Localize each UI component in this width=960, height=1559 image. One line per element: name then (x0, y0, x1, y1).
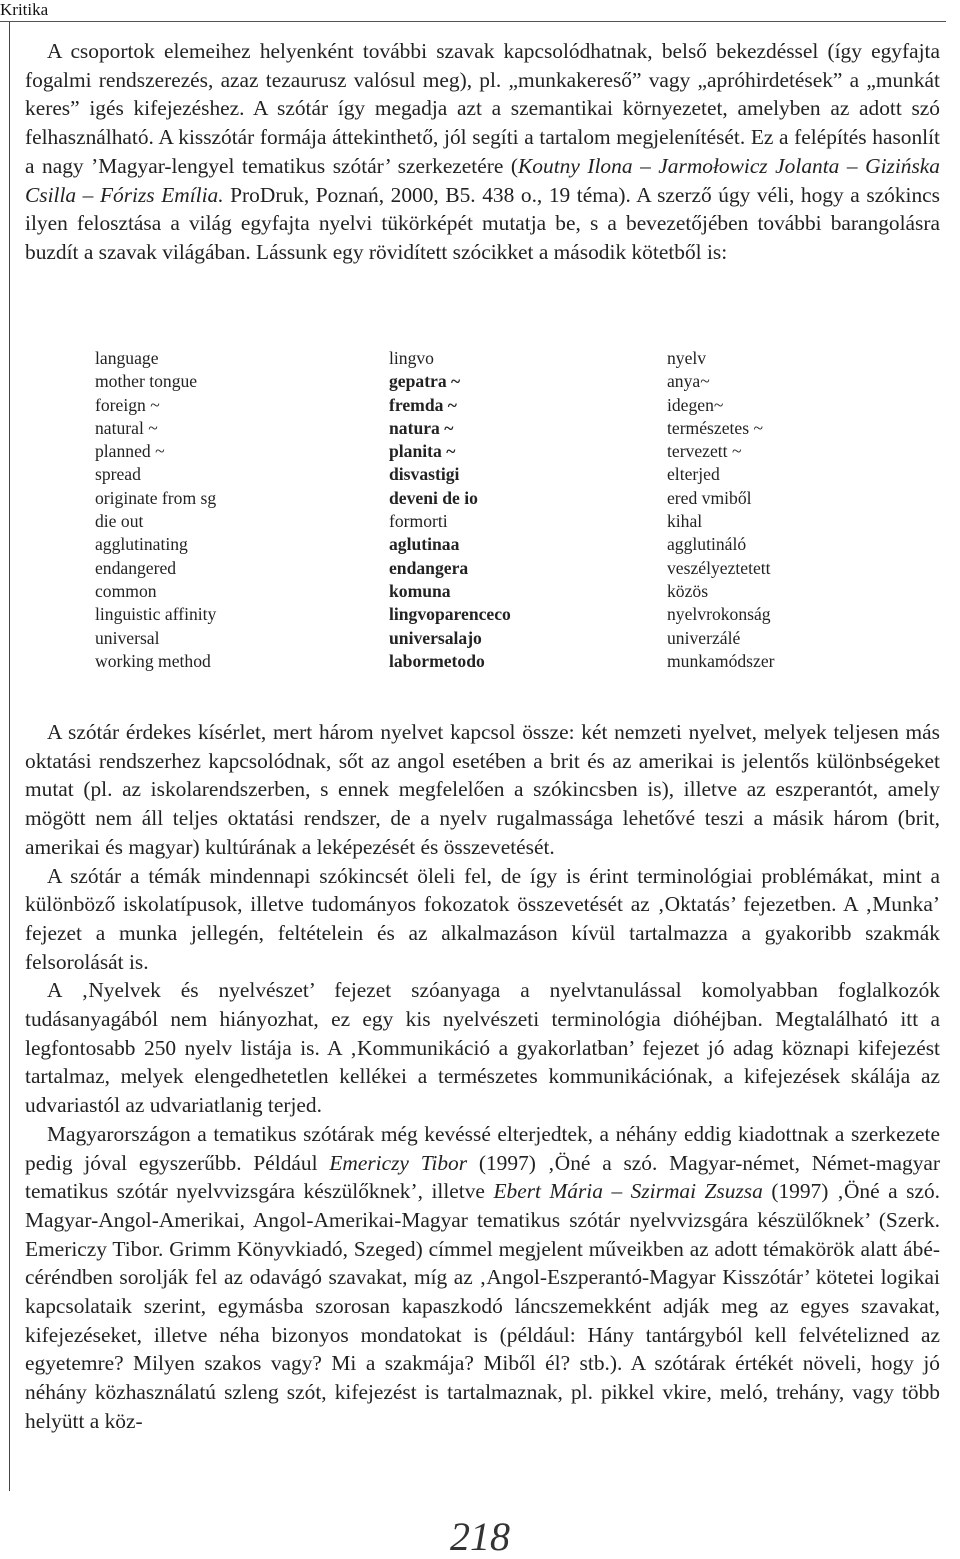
paragraph-3: A szótár a témák mindennapi szókincsét öleli fel, de így is érint terminológiai problémákat, mint a különböző iskolatípusok, illetve tudományos fokozatok összevetését az ‚Oktatás’ fejezetben. A ‚Munka’ fejezet a munka jellegén, feltételein és az alkalmazáson kívül tartalmazza a gyakoribb szakmák felsorolását is. (25, 863, 940, 974)
intro-text-tail: ProDruk, Poznań, 2000, B5. 438 o., 19 téma). A szerző úgy véli, hogy a szókincs ilyen felosztása a világ egyfajta nyelvi tükörképét mutatja be, s a bevezetőjében további barangolásra buzdít a szavak világában. Lássunk egy rövidített szócikket a második kötetből is: (25, 182, 940, 264)
hungarian-term: kihal (667, 511, 703, 532)
hungarian-term: veszélyeztetett (667, 557, 771, 578)
esperanto-term: universalajo (389, 627, 482, 648)
vocabulary-row (95, 394, 867, 417)
vocabulary-row (95, 603, 867, 626)
english-term: die out (95, 511, 144, 532)
intro-authors: Koutny Ilona – Jarmołowicz Jolanta – Gizińska Csilla – Fórizs Emília. (25, 153, 940, 207)
hungarian-term: anya~ (667, 371, 710, 392)
paragraph-5-author-2: Ebert Mária – Szirmai Zsuzsa (493, 1179, 763, 1204)
hungarian-term: ered vmiből (667, 487, 752, 508)
english-term: linguistic affinity (95, 604, 217, 625)
esperanto-term: deveni de io (389, 487, 478, 508)
esperanto-term: fremda ~ (389, 394, 457, 415)
english-term: common (95, 580, 157, 601)
esperanto-term: aglutinaa (389, 534, 460, 555)
esperanto-term: disvastigi (389, 464, 460, 485)
vocabulary-row (95, 650, 867, 673)
hungarian-term: idegen~ (667, 394, 724, 415)
intro-text: A csoportok elemeihez helyenként további szavak kapcsolódhatnak, belső bekezdéssel (így egyfajta fogalmi rendszerezés, azaz tezaurusz valósul meg), pl. „munkakereső” vagy „apróhirdetések” a „munkát keres” igés kifejezéshez. A szótár így megadja azt a szemantikai környezetet, amelyben az adott szó felhasználható. A kisszótár formája áttekinthető, jól segíti a tartalom megjelenítését. Ez a felépítés hasonlít a nagy ’Magyar-lengyel tematikus szótár’ szerkezetére ( (25, 39, 940, 178)
paragraph-5-author-1: Emericzy Tibor (329, 1150, 468, 1175)
esperanto-term: endangera (389, 557, 469, 578)
vocabulary-body (95, 347, 867, 673)
esperanto-term: gepatra ~ (389, 371, 461, 392)
esperanto-term: labormetodo (389, 650, 485, 671)
hungarian-term: elterjed (667, 464, 720, 485)
vocabulary-row (95, 510, 867, 533)
hungarian-term: nyelv (667, 348, 707, 368)
vocabulary-row (95, 370, 867, 393)
paragraph-4: A ‚Nyelvek és nyelvészet’ fejezet szóanyaga a nyelvtanulással komolyabban foglalkozók tudásanyagából nem hiányozhat, ez egy kis nyelvészeti terminológia dióhéjban. Megtalálható itt a legfontosabb 250 nyelv listája is. A ‚Kommunikáció a gyakorlatban’ fejezet jó adag köznapi kifejezést tartalmaz, melyek elengedhetetlen kellékei a természetes kommunikációnak, a kifejezések skálája az udvariastól az udvariatlanig terjed. (25, 978, 940, 1118)
body-text (25, 718, 940, 1436)
vocabulary-row (95, 347, 867, 370)
page-number: 218 (450, 1514, 510, 1559)
esperanto-term: lingvoparenceco (389, 604, 511, 625)
vocabulary-row (95, 627, 867, 650)
esperanto-term: planita ~ (389, 441, 456, 462)
margin-rule (9, 22, 10, 1491)
vocabulary-table (95, 347, 867, 673)
esperanto-term: natura ~ (389, 417, 454, 438)
english-term: working method (95, 650, 211, 671)
paragraph-5-text-a: Magyarországon a tematikus szótárak még kevéssé elterjedtek, a néhány eddig kiadottnak a szerkezete pedig jóval egyszerűbb. Például (25, 1121, 940, 1175)
english-term: mother tongue (95, 371, 198, 392)
header-rule (0, 21, 946, 22)
hungarian-term: tervezett ~ (667, 441, 742, 462)
english-term: endangered (95, 557, 177, 578)
english-term: agglutinating (95, 534, 188, 555)
english-term: universal (95, 627, 160, 648)
vocabulary-row (95, 580, 867, 603)
esperanto-term: formorti (389, 511, 448, 532)
section-header: Kritika (0, 0, 49, 19)
paragraph-2: A szótár érdekes kísérlet, mert három nyelvet kapcsol össze: két nemzeti nyelvet, melyek teljesen más oktatási rendszerhez kapcsolódnak, sőt az angol esetében a brit és az amerikai is jelentős különbségeket mutat (pl. az iskolarendszerben, s ennek megfelelően a szókincsben is), illetve az eszperantót, amely mögött nem áll teljes oktatási rendszer, de a nyelv rugalmassága lehetővé teszi a másik három (brit, amerikai és magyar) kultúrának a leképezését és összevetését. (25, 720, 940, 859)
hungarian-term: univerzálé (667, 627, 741, 648)
english-term: language (95, 348, 159, 368)
esperanto-term: lingvo (389, 348, 434, 368)
vocabulary-row (95, 557, 867, 580)
esperanto-term: komuna (389, 580, 451, 601)
hungarian-term: agglutináló (667, 534, 747, 555)
vocabulary-row (95, 463, 867, 486)
english-term: planned ~ (95, 441, 165, 462)
intro-paragraph (25, 37, 940, 267)
vocabulary-row (95, 533, 867, 556)
paragraph-5 (25, 1120, 940, 1436)
vocabulary-row (95, 487, 867, 510)
vocabulary-row (95, 440, 867, 463)
hungarian-term: nyelvrokonság (667, 604, 771, 625)
english-term: foreign ~ (95, 394, 160, 415)
english-term: natural ~ (95, 417, 158, 438)
english-term: originate from sg (95, 487, 217, 508)
hungarian-term: munkamódszer (667, 650, 775, 671)
paragraph-5-text-c: (1997) ‚Öné a szó. Magyar-Angol-Amerikai, Angol-Amerikai-Magyar tematikus szótár nyelvvizsgára készülőknek’ (Szerk. Emericzy Tibor. Grimm Könyvkiadó, Szeged) címmel megjelent műveikben az adott témakörök alatt ábécéréndben sorolják fel az odavágó szavakat, míg az ‚Angol-Eszperantó-Magyar Kisszótár’ kötetei logikai kapcsolataik szerint, egymásba szorosan kapaszkodó láncszemekként adják meg az egyes szavakat, kifejezéseket, illetve néha bizonyos mondatokat is (például: Hány tantárgyból kell felvételizned az egyetemre? Milyen szakos vagy? Mi a szakmája? Miből él? stb.). A szótárak értékét növeli, hogy jó néhány közhasználatú szleng szót, kifejezést is tartalmaznak, pl. pikkel vkire, meló, trehány, vagy több helyütt a köz- (25, 1179, 940, 1433)
english-term: spread (95, 464, 141, 485)
hungarian-term: természetes ~ (667, 417, 763, 438)
paragraph-5-text-b: (1997) ‚Öné a szó. Magyar-német, Német-magyar tematikus szótár nyelvvizsgára készülőknek’, illetve (25, 1150, 941, 1204)
vocabulary-row (95, 417, 867, 440)
hungarian-term: közös (667, 580, 709, 601)
